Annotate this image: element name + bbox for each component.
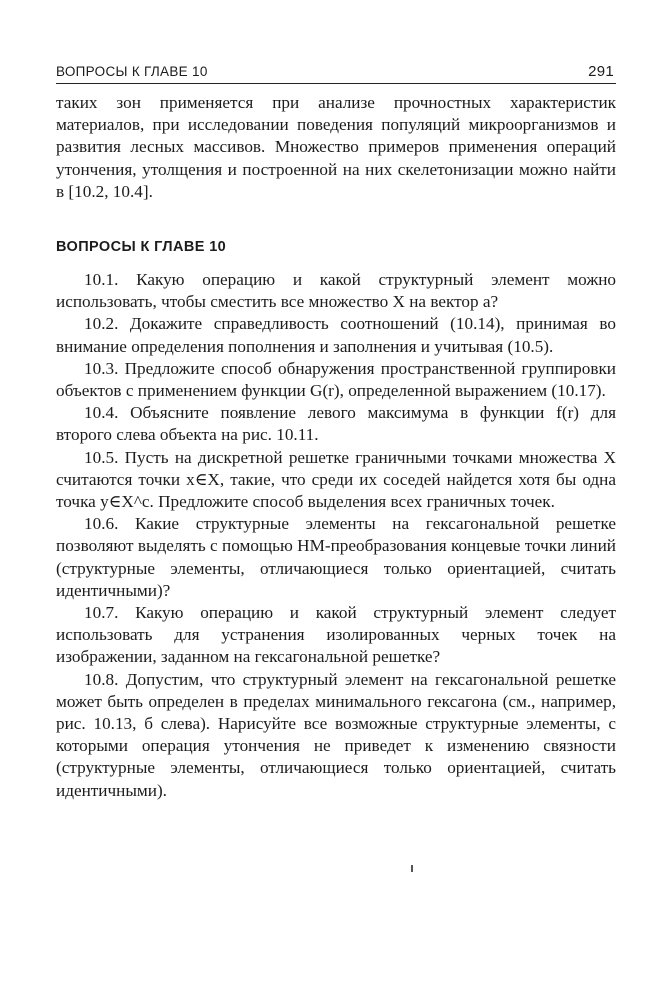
question-10-5: 10.5. Пусть на дискретной решетке граничными точками множества X считаются точки x∈X, такие, что среди их соседей найдется хотя бы одна точка y∈X^c. Предложите способ выделения всех граничных точек.	[56, 447, 616, 512]
running-header	[56, 62, 616, 84]
question-10-1: 10.1. Какую операцию и какой структурный элемент можно использовать, чтобы сместить все множество X на вектор a?	[56, 270, 616, 312]
question-10-6: 10.6. Какие структурные элементы на гексагональной решетке позволяют выделять с помощью НМ-преобразования концевые точки линий (структурные элементы, отличающиеся только ориентацией, считать идентичными)?	[56, 514, 616, 600]
question-10-3: 10.3. Предложите способ обнаружения пространственной группировки объектов с применением функции G(r), определенной выражением (10.17).	[56, 358, 616, 401]
book-page	[56, 0, 616, 990]
running-title: ВОПРОСЫ К ГЛАВЕ 10	[56, 64, 208, 79]
question-10-4: 10.4. Объясните появление левого максимума в функции f(r) для второго слева объекта на рис. 10.11.	[56, 403, 616, 445]
page-body	[56, 92, 616, 802]
intro-paragraph-block	[56, 92, 616, 203]
scan-artifact-mark	[411, 865, 413, 872]
page-number: 291	[588, 63, 614, 80]
question-10-2: 10.2. Докажите справедливость соотношений (10.14), принимая во внимание определения пополнения и заполнения и учитывая (10.5).	[56, 314, 616, 356]
section-title: ВОПРОСЫ К ГЛАВЕ 10	[56, 239, 227, 256]
question-10-7: 10.7. Какую операцию и какой структурный элемент следует использовать для устранения изолированных черных точек на изображении, заданном на гексагональной решетке?	[56, 603, 616, 667]
intro-paragraph: таких зон применяется при анализе прочностных характеристик материалов, при исследовании поведения популяций микроорганизмов и развития лесных массивов. Множество примеров применения операций утончения, утолщения и построенной на них скелетонизации можно найти в [10.2, 10.4].	[56, 93, 616, 201]
header-rule	[56, 83, 616, 84]
question-10-8: 10.8. Допустим, что структурный элемент на гексагональной решетке может быть определен в пределах минимального гексагона (см., например, рис. 10.13, б слева). Нарисуйте все возможные структурные элементы, с которыми операция утончения не приведет к изменению связности (структурные элементы, отличающиеся только ориентацией, считать идентичными).	[56, 669, 616, 800]
